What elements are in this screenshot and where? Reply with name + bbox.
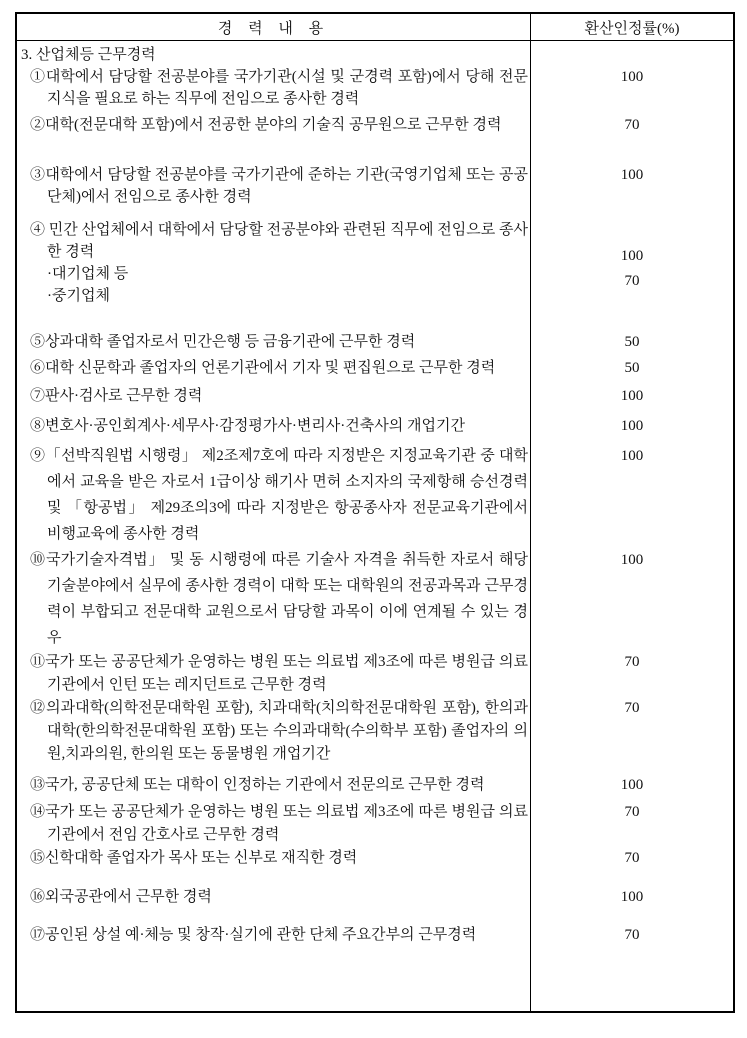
table-row	[17, 697, 733, 774]
table-row	[17, 357, 733, 385]
item-text: ④ 민간 산업체에서 대학에서 담당할 전공분야와 관련된 직무에 전임으로 종사한 경력	[30, 222, 528, 260]
table-row	[17, 164, 733, 219]
header-conversion-rate: 환산인정률(%)	[530, 14, 733, 40]
item-text: ③대학에서 담당할 전공분야를 국가기관에 준하는 기관(국영기업체 또는 공공단체)에서 전임으로 종사한 경력	[30, 167, 528, 205]
table-row	[17, 651, 733, 697]
item-text: ⑯외국공관에서 근무한 경력	[30, 889, 212, 905]
item-text: ②대학(전문대학 포함)에서 전공한 분야의 기술직 공무원으로 근무한 경력	[30, 117, 502, 133]
table-row	[17, 886, 733, 924]
table-row	[17, 331, 733, 357]
header-career-content: 경 력 내 용	[217, 20, 330, 37]
table-row	[17, 415, 733, 443]
table-row	[17, 443, 733, 547]
item-text: ⑤상과대학 졸업자로서 민간은행 등 금융기관에 근무한 경력	[30, 334, 416, 350]
item-text: ⑰공인된 상설 예·체능 및 창작·실기에 관한 단체 주요간부의 근무경력	[30, 927, 477, 943]
item-rate: 70	[624, 850, 640, 866]
item-rate: 100	[620, 69, 644, 85]
table-row	[17, 385, 733, 415]
item-text: ⑥대학 신문학과 졸업자의 언론기관에서 기자 및 편집원으로 근무한 경력	[30, 360, 496, 376]
rate-stack	[531, 219, 733, 292]
table-row	[17, 924, 733, 1011]
item-rate: 100	[620, 388, 644, 404]
item-rate: 50	[624, 360, 640, 376]
item-rate: 100	[620, 889, 644, 905]
table-row	[17, 114, 733, 164]
table-row	[17, 66, 733, 114]
item-rate: 100	[620, 167, 644, 183]
table-row-section	[17, 41, 733, 66]
item-rate: 50	[624, 334, 640, 350]
item-rate: 70	[624, 804, 640, 820]
career-conversion-table	[15, 12, 735, 1013]
item-rate: 100	[620, 448, 644, 464]
item-text: ⑨「선박직원법 시행령」 제2조제7호에 따라 지정받은 지정교육기관 중 대학에서 교육을 받은 자로서 1급이상 해기사 면허 소지자의 국제항해 승선경력 및 「항공법」 제29조의3에 따라 지정받은 항공종사자 전문교육기관에서 비행교육에 종사한 경력	[30, 448, 528, 542]
item-rate: 100	[620, 248, 644, 264]
item-text: ⑭국가 또는 공공단체가 운영하는 병원 또는 의료법 제3조에 따른 병원급 의료기관에서 전임 간호사로 근무한 경력	[30, 804, 528, 843]
table-row	[17, 847, 733, 886]
item-text: ⑪국가 또는 공공단체가 운영하는 병원 또는 의료법 제3조에 따른 병원급 의료기관에서 인턴 또는 레지던트로 근무한 경력	[30, 654, 528, 693]
item-rate: 100	[620, 552, 644, 568]
table-row	[17, 801, 733, 847]
item-rate: 70	[624, 654, 640, 670]
sub-item-label: ·대기업체 등	[47, 266, 129, 282]
table-row-with-subitems	[17, 219, 733, 331]
table-row	[17, 774, 733, 801]
item-text: ⑩국가기술자격법」 및 동 시행령에 따른 기술사 자격을 취득한 자로서 해당 기술분야에서 실무에 종사한 경력이 대학 또는 대학원의 전공과목과 근무경력이 부합되고 전문대학 교원으로서 담당할 과목이 이에 연계될 수 있는 경우	[30, 552, 528, 646]
section-title: 3. 산업체등 근무경력	[21, 47, 156, 63]
item-text: ⑧변호사·공인회계사·세무사·감정평가사·변리사·건축사의 개업기간	[30, 418, 465, 434]
item-rate: 100	[620, 418, 644, 434]
table-row	[17, 547, 733, 651]
table-header-row	[17, 14, 733, 41]
item-rate: 70	[624, 117, 640, 133]
item-rate: 70	[624, 273, 640, 289]
item-rate: 100	[620, 777, 644, 793]
item-rate: 70	[624, 700, 640, 716]
sub-item-label: ·중기업체	[47, 288, 110, 304]
item-text: ⑮신학대학 졸업자가 목사 또는 신부로 재직한 경력	[30, 850, 358, 866]
item-text: ⑦판사·검사로 근무한 경력	[30, 388, 203, 404]
item-text: ⑫의과대학(의학전문대학원 포함), 치과대학(치의학전문대학원 포함), 한의과대학(한의학전문대학원 포함) 또는 수의과대학(수의학부 포함) 졸업자의 의원,치과의원, 한의원 또는 동물병원 개업기간	[30, 700, 528, 762]
table-body	[17, 41, 733, 1011]
item-text: ⑬국가, 공공단체 또는 대학이 인정하는 기관에서 전문의로 근무한 경력	[30, 777, 485, 793]
item-rate: 70	[624, 927, 640, 943]
item-text: ①대학에서 담당할 전공분야를 국가기관(시설 및 군경력 포함)에서 당해 전문지식을 필요로 하는 직무에 전임으로 종사한 경력	[30, 69, 528, 107]
